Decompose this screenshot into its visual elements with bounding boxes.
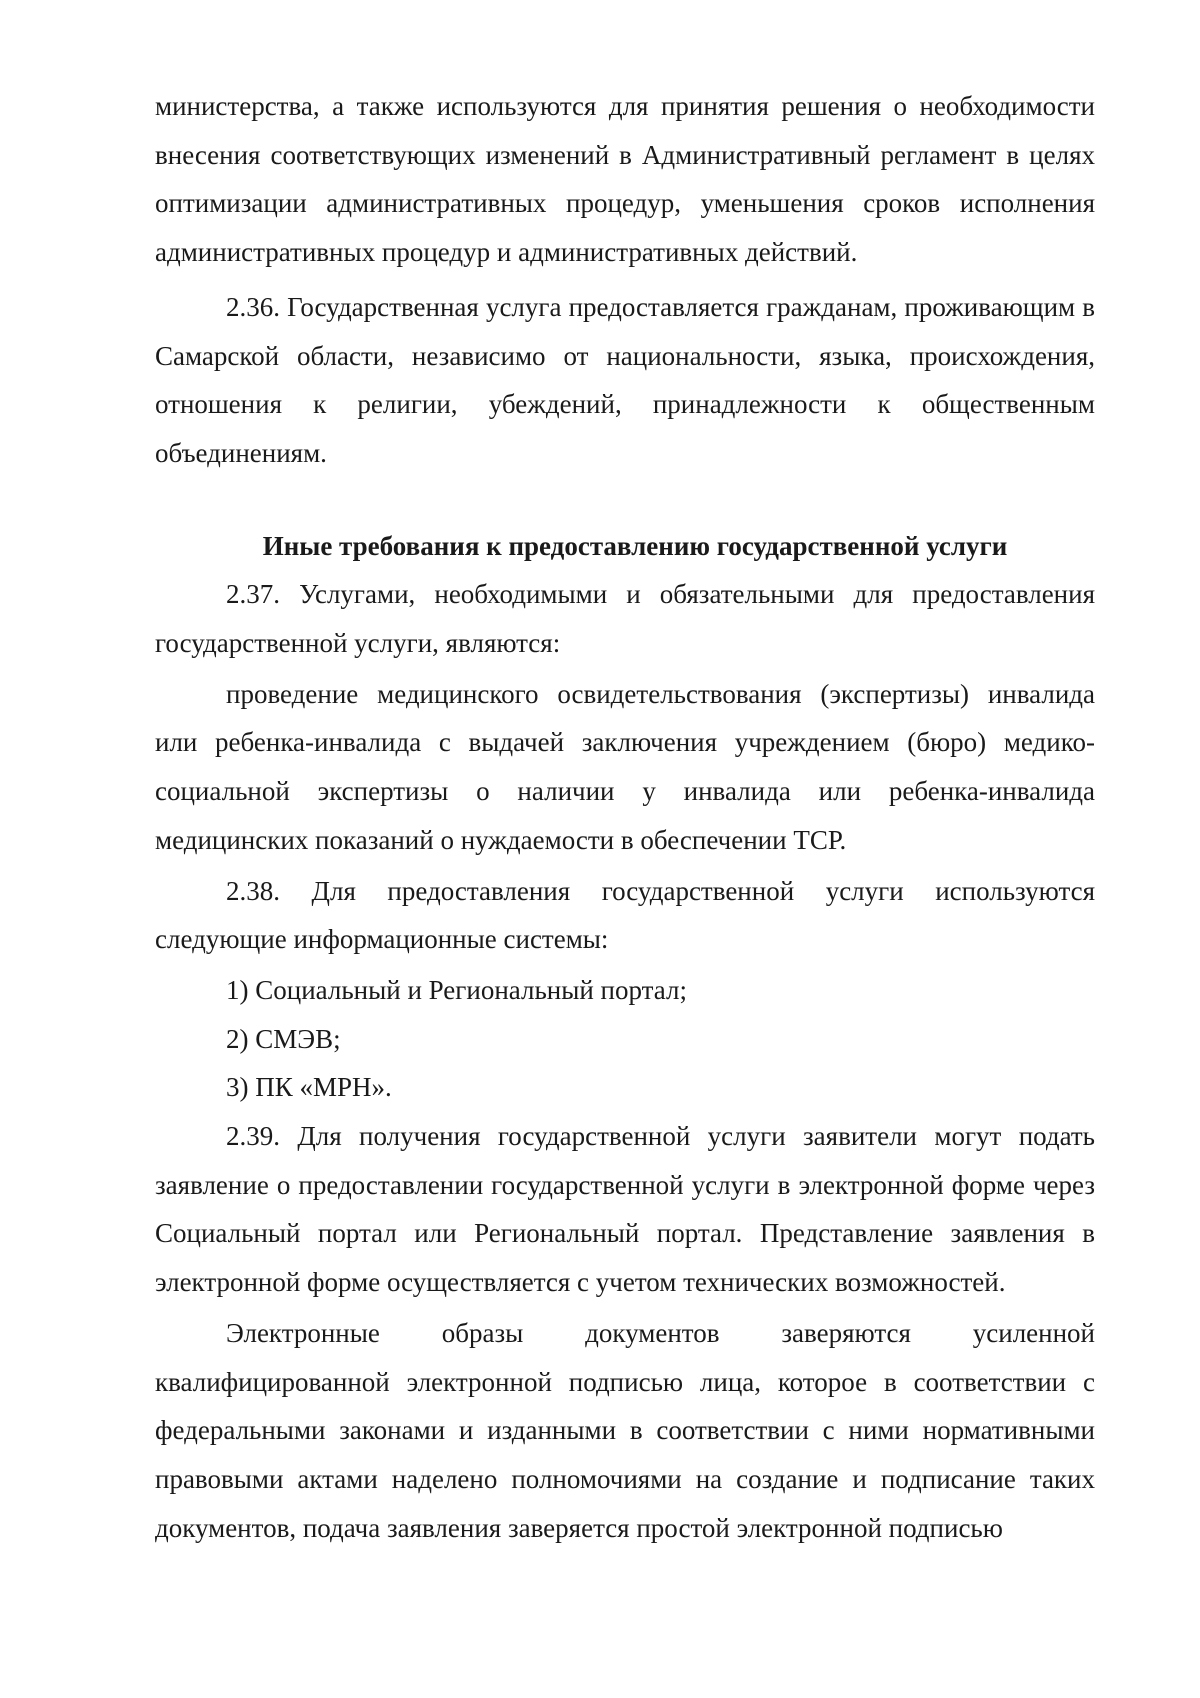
list-item-portal: 1) Социальный и Региональный портал; bbox=[226, 974, 687, 1005]
paragraph-2-39: 2.39. Для получения государственной услуги заявители могут подать заявление о предоставлении государственной услуги в электронной форме через Социальный портал или Региональный портал. Представление заявления в электронной форме осуществляется с учетом технических возможностей. bbox=[155, 1121, 1095, 1298]
paragraph-2-37-item: проведение медицинского освидетельствования (экспертизы) инвалида или ребенка-инвалида с выдачей заключения учреждением (бюро) медико-социальной экспертизы о наличии у инвалида или ребенка-инвалида медицинских показаний о нуждаемости в обеспечении ТСР. bbox=[155, 678, 1095, 855]
paragraph-continuation: министерства, а также используются для принятия решения о необходимости внесения соответствующих изменений в Административный регламент в целях оптимизации административных процедур, уменьшения сроков исполнения административных процедур и административных действий. bbox=[155, 91, 1095, 268]
list-item-smev: 2) СМЭВ; bbox=[226, 1023, 341, 1054]
document-page bbox=[155, 82, 1095, 1552]
paragraph-electronic-images: Электронные образы документов заверяются усиленной квалифицированной электронной подписью лица, которое в соответствии с федеральными законами и изданными в соответствии с ними нормативными правовыми актами наделено полномочиями на создание и подписание таких документов, подача заявления заверяется простой электронной подписью bbox=[155, 1317, 1095, 1543]
paragraph-2-37: 2.37. Услугами, необходимыми и обязательными для предоставления государственной услуги, являются: bbox=[155, 579, 1095, 659]
paragraph-2-36: 2.36. Государственная услуга предоставляется гражданам, проживающим в Самарской области, независимо от национальности, языка, происхождения, отношения к религии, убеждений, принадлежности к общественным объединениям. bbox=[155, 291, 1095, 468]
paragraph-2-38: 2.38. Для предоставления государственной услуги используются следующие информационные системы: bbox=[155, 875, 1095, 955]
list-item-pk-mrn: 3) ПК «МРН». bbox=[226, 1072, 392, 1103]
section-heading: Иные требования к предоставлению государственной услуги bbox=[262, 530, 1008, 561]
spacer bbox=[155, 478, 1095, 522]
